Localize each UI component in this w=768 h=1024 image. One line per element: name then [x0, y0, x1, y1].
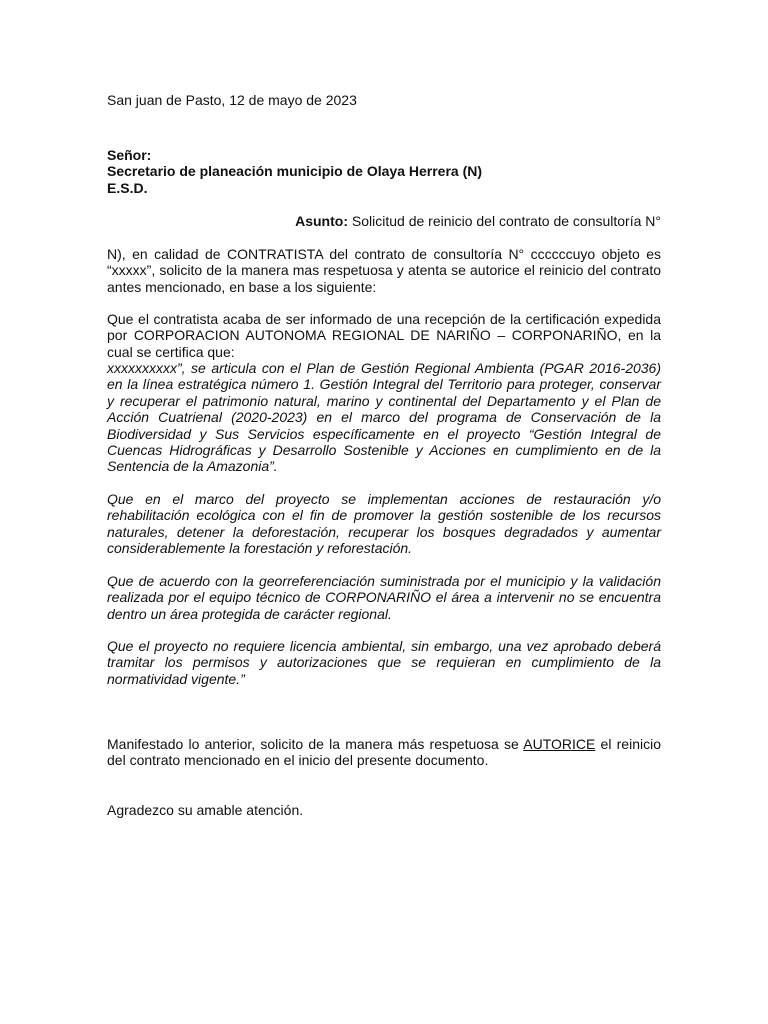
recipient-esd: E.S.D. — [107, 179, 148, 196]
quote-paragraph-2: Que en el marco del proyecto se implementan acciones de restauración y/o rehabilitación ecológica con el fin de promover la gestión sostenible de los recursos naturales, detener la deforestación, recuperar los bosques degradados y aumentar considerablemente la forestación y reforestación. — [107, 491, 661, 557]
closing-request-after: el reinicio del contrato mencionado en el inicio del presente documento. — [107, 736, 661, 769]
intro-paragraph: N), en calidad de CONTRATISTA del contrato de consultoría N° ccccccuyo objeto es “xxxxx”, solicito de la manera mas respetuosa y atenta se autorice el reinicio del contrato antes mencionado, en base a los siguiente: — [107, 246, 661, 295]
recipient-salutation: Señor: — [107, 147, 152, 163]
recipient-block — [107, 147, 661, 196]
quote-paragraph-1: xxxxxxxxxx”, se articula con el Plan de Gestión Regional Ambienta (PGAR 2016-2036) en la línea estratégica número 1. Gestión Integral del Territorio para proteger, conservar y recuperar el patrimonio natural, marino y continental del Departamento y el Plan de Acción Cuatrienal (2020-2023) en el marco del programa de Conservación de la Biodiversidad y Sus Servicios específicamente en el proyecto “Gestión Integral de Cuencas Hidrográficas y Desarrollo Sostenible y Acciones en cumplimiento en de la Sentencia de la Amazonia”. — [107, 360, 661, 475]
date-line: San juan de Pasto, 12 de mayo de 2023 — [107, 92, 357, 108]
subject-text: Solicitud de reinicio del contrato de consultoría N° — [348, 213, 661, 229]
recipient-title: Secretario de planeación municipio de Olaya Herrera (N) — [107, 163, 483, 180]
letter-page — [107, 0, 661, 1024]
subject-label: Asunto: — [295, 213, 348, 229]
closing-request-before: Manifestado lo anterior, solicito de la manera más respetuosa se — [107, 736, 524, 752]
closing-request — [107, 736, 661, 769]
subject-line — [107, 213, 661, 229]
autorice-emphasis: AUTORICE — [523, 736, 596, 752]
quote-paragraph-4: Que el proyecto no requiere licencia ambiental, sin embargo, una vez aprobado deberá tramitar los permisos y autorizaciones que se requieran en cumplimiento de la normatividad vigente.” — [107, 638, 661, 687]
thanks-line: Agradezco su amable atención. — [107, 802, 304, 818]
certification-paragraph: Que el contratista acaba de ser informado de una recepción de la certificación expedida por CORPORACION AUTONOMA REGIONAL DE NARIÑO – CORPONARIÑO, en la cual se certifica que: — [107, 311, 661, 360]
quote-paragraph-3: Que de acuerdo con la georreferenciación suministrada por el municipio y la validación realizada por el equipo técnico de CORPONARIÑO el área a intervenir no se encuentra dentro un área protegida de carácter regional. — [107, 573, 661, 622]
